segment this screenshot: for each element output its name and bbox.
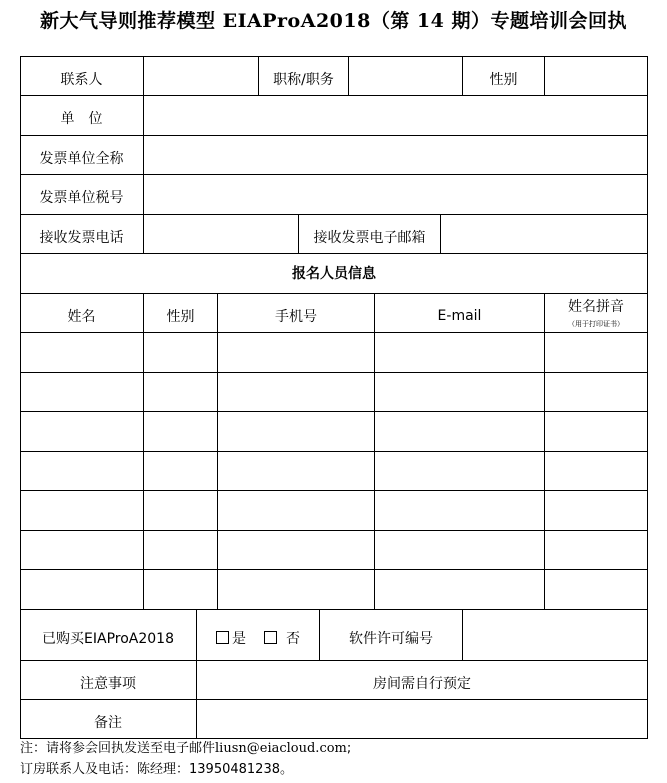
- contact-field[interactable]: [144, 56, 258, 95]
- note-prefix: 注：请将参会回执发送至电子邮件: [20, 741, 216, 756]
- column-pinyin: [545, 293, 647, 332]
- no-checkbox[interactable]: [264, 631, 277, 644]
- note-line-2: 订房联系人及电话：陈经理：13950481238。: [20, 762, 293, 777]
- note-line-1: [20, 738, 351, 759]
- purchase-options: [197, 609, 319, 660]
- invoice-phone-label: 接收发票电话: [39, 229, 124, 246]
- invoice-name-field[interactable]: [144, 135, 647, 174]
- column-name: 姓名: [67, 308, 96, 325]
- column-phone: 手机号: [275, 308, 317, 325]
- invoice-email-label: 接收发票电子邮箱: [313, 229, 426, 246]
- gender-field[interactable]: [545, 56, 647, 95]
- gender-label: 性别: [489, 71, 518, 88]
- contact-label: 联系人: [60, 71, 103, 88]
- remark-field[interactable]: [197, 699, 647, 738]
- email-address: liusn@eiacloud.com: [215, 741, 347, 756]
- invoice-tax-label: 发票单位税号: [39, 190, 124, 206]
- position-label: 职称/职务: [273, 71, 334, 88]
- yes-label: 是: [232, 630, 246, 647]
- license-field[interactable]: [463, 609, 647, 660]
- pinyin-note: （用于打印证书）: [568, 320, 624, 328]
- column-pinyin-label: 姓名拼音: [568, 299, 624, 315]
- form-title: 新大气导则推荐模型 EIAProA2018（第 14 期）专题培训会回执: [40, 10, 627, 32]
- invoice-tax-field[interactable]: [144, 174, 647, 214]
- invoice-name-label: 发票单位全称: [39, 150, 124, 167]
- note-suffix: ;: [346, 741, 352, 756]
- column-email: E-mail: [437, 307, 482, 324]
- remark-label: 备注: [94, 714, 122, 731]
- notice-value: 房间需自行预定: [373, 675, 471, 692]
- unit-field[interactable]: [144, 95, 647, 135]
- yes-checkbox[interactable]: [216, 631, 229, 644]
- footer-notes: [20, 738, 351, 780]
- unit-label: 单 位: [60, 111, 103, 127]
- invoice-phone-field[interactable]: [144, 214, 298, 253]
- position-field[interactable]: [349, 56, 462, 95]
- license-label: 软件许可编号: [349, 630, 433, 647]
- invoice-email-field[interactable]: [441, 214, 647, 253]
- column-gender: 性别: [166, 308, 195, 325]
- no-label: 否: [286, 630, 300, 647]
- purchased-label: 已购买EIAProA2018: [42, 630, 174, 647]
- section-title: 报名人员信息: [292, 266, 376, 282]
- notice-label: 注意事项: [80, 675, 136, 692]
